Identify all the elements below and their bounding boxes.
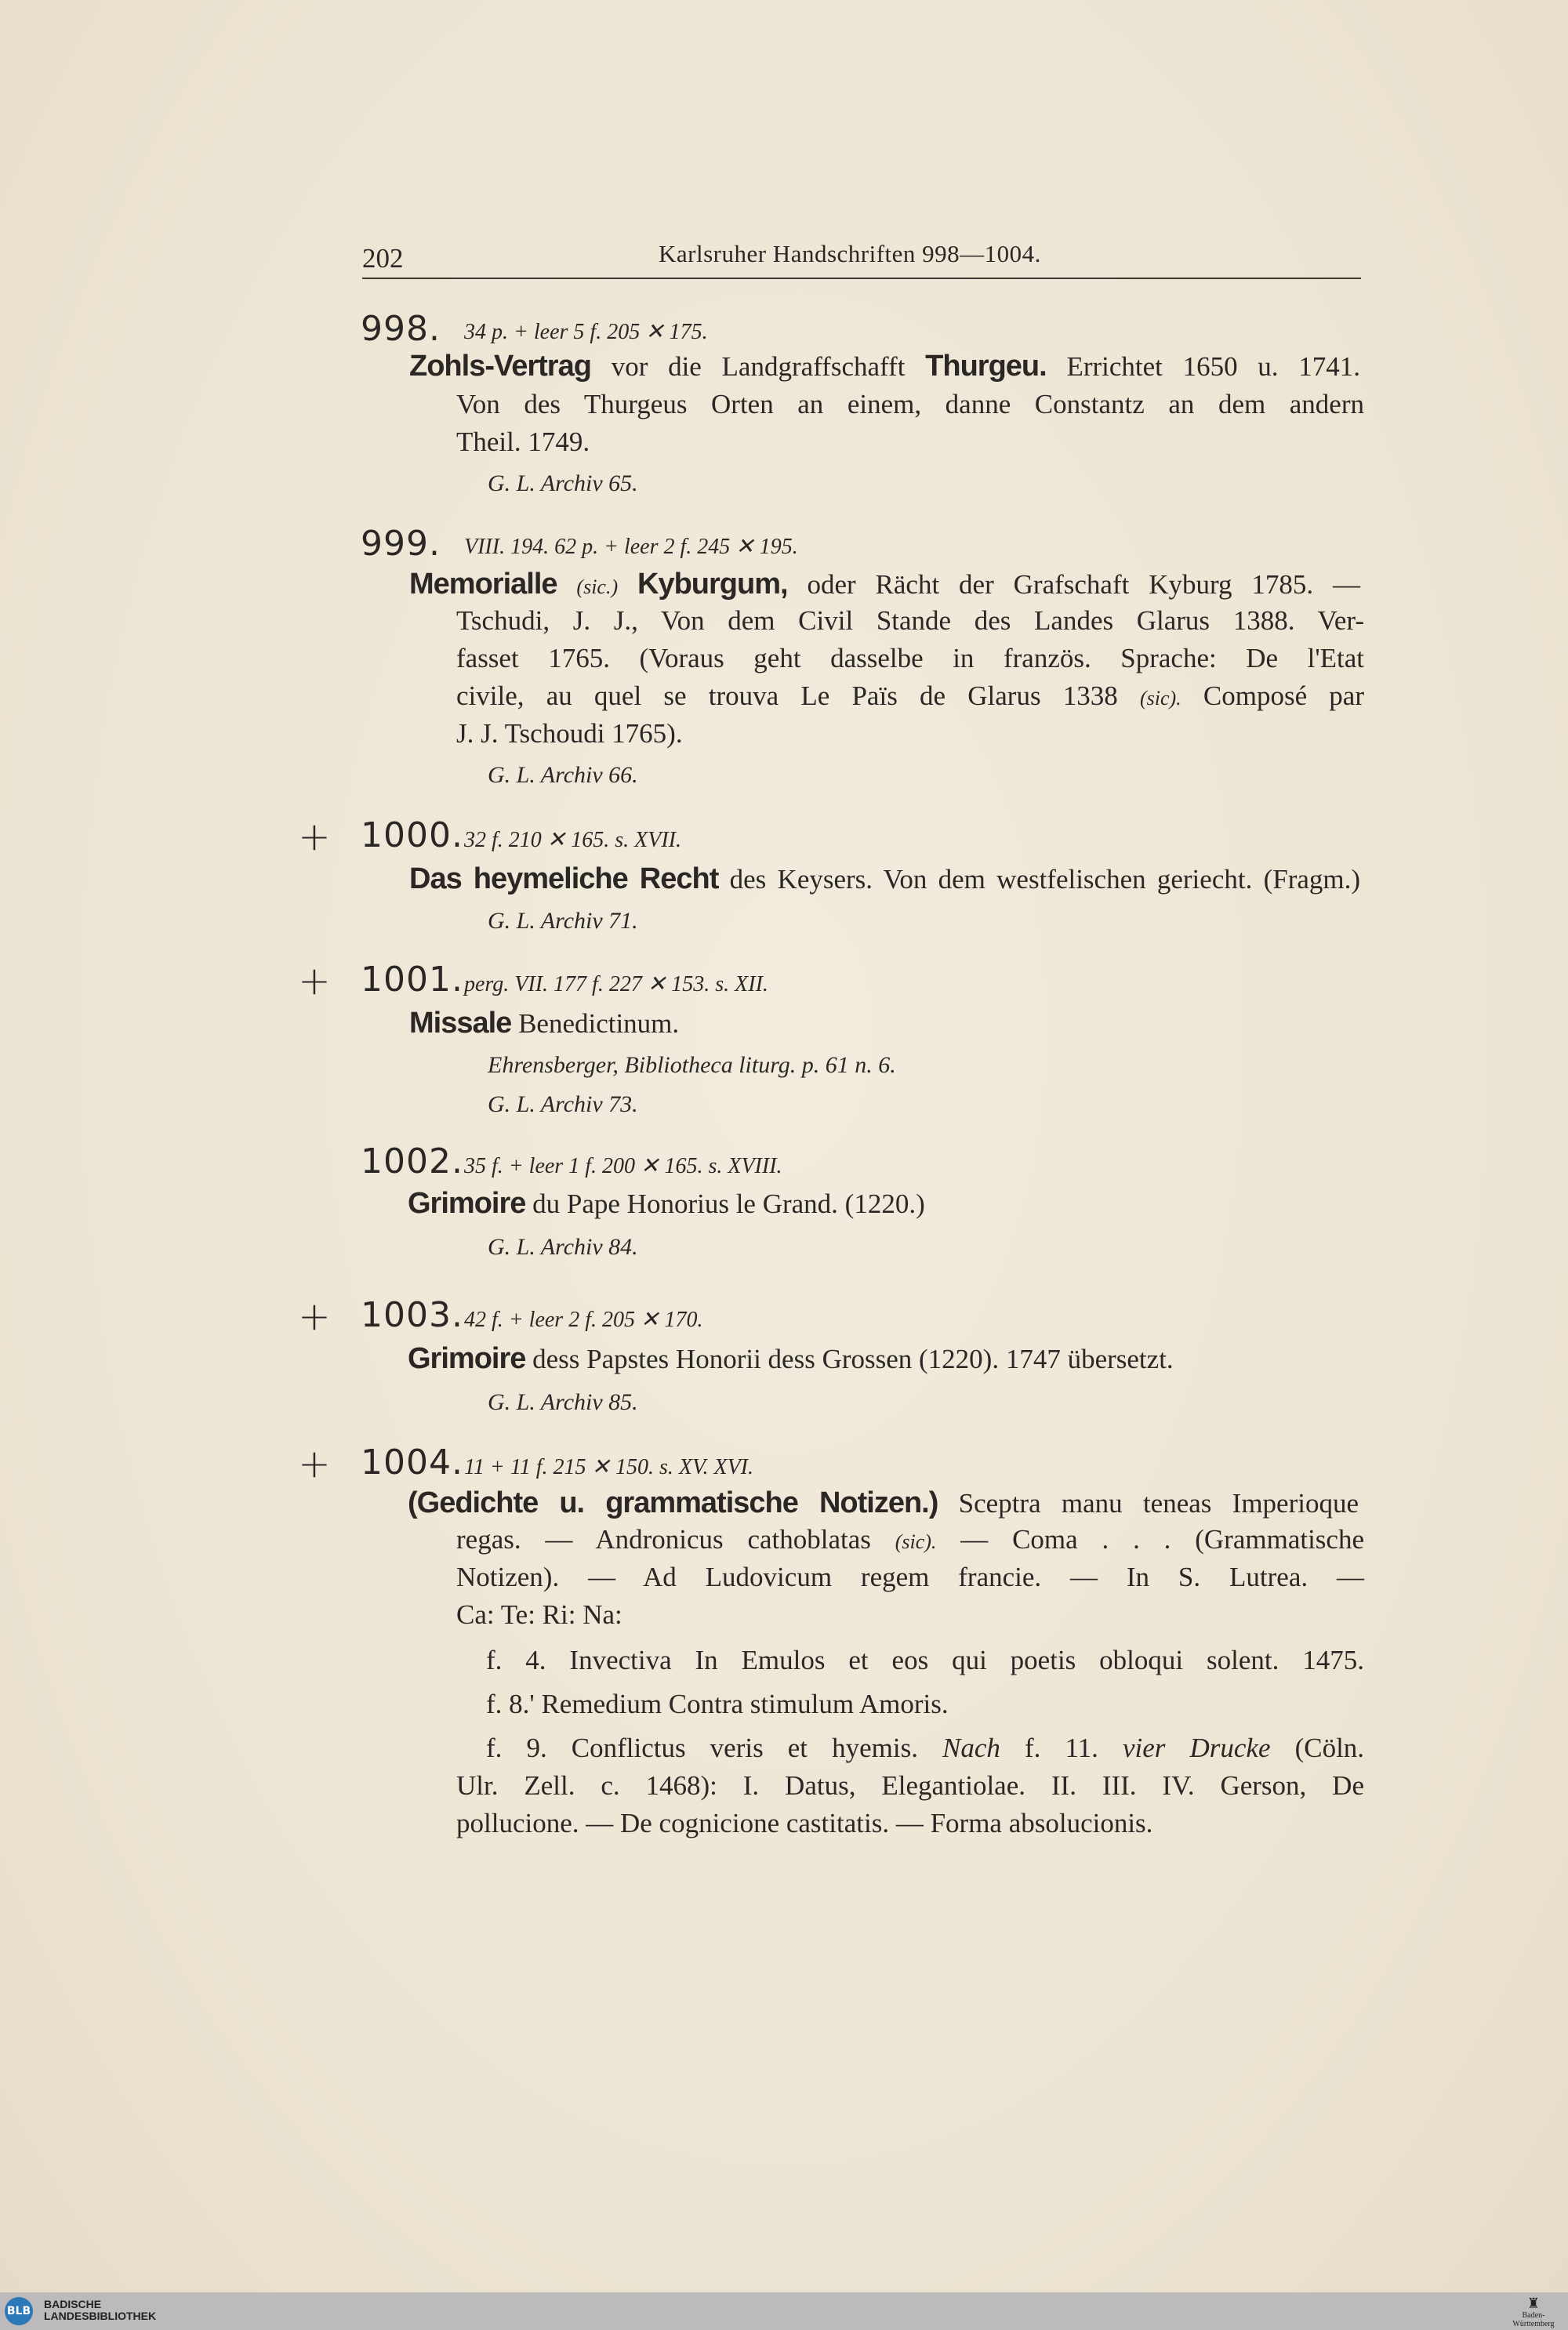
text: dess Papstes Honorii dess Grossen (1220). 1747 übersetzt.: [532, 1344, 1174, 1374]
sic-note: (sic).: [1139, 687, 1181, 710]
plus-marker: +: [298, 1441, 331, 1486]
entry-meta: VIII. 194. 62 p. + leer 2 f. 245 ✕ 195.: [464, 535, 798, 559]
plus-marker: +: [298, 1294, 331, 1339]
entry-text-line: fasset 1765. (Voraus geht dasselbe in französ. Sprache: De l'Etat: [456, 643, 1364, 673]
text: des Keysers. Von dem westfelischen geriecht. (Fragm.): [729, 864, 1361, 895]
entry-number: 1003.: [361, 1295, 463, 1335]
state-name: Baden-Württemberg: [1512, 2311, 1555, 2328]
entry-text-line: Notizen). — Ad Ludovicum regem francie. — In S. Lutrea. —: [456, 1562, 1364, 1592]
text: (Cöln.: [1294, 1733, 1365, 1763]
entry-text-line: f. 4. Invectiva In Emulos et eos qui poetis obloqui solent. 1475.: [486, 1645, 1364, 1675]
keyword: Grimoire: [408, 1342, 526, 1375]
plus-marker: +: [298, 958, 331, 1003]
entry-text-line: Tschudi, J. J., Von dem Civil Stande des Landes Glarus 1388. Ver-: [456, 605, 1364, 636]
entry-reference: G. L. Archiv 71.: [488, 908, 638, 934]
entry-number: 999.: [361, 524, 441, 564]
entry-title-line: [409, 350, 1360, 383]
library-name-line: BADISCHE: [44, 2298, 102, 2310]
entry-reference: G. L. Archiv 73.: [488, 1091, 638, 1117]
keyword: Zohls-Vertrag: [409, 350, 591, 383]
crest-icon: ♜: [1526, 2296, 1541, 2311]
sic-note: (sic).: [895, 1530, 937, 1553]
entry-text-line: [486, 1733, 1364, 1764]
entry-text-line: Theil. 1749.: [456, 426, 590, 457]
entry-title-line: [409, 568, 1360, 601]
entry-text-line: [456, 1524, 1364, 1555]
entry-number: 1002.: [361, 1141, 463, 1181]
entry-reference: G. L. Archiv 85.: [488, 1389, 638, 1415]
text: civile, au quel se trouva Le Païs de Glarus 1338: [456, 680, 1118, 711]
entry-text-line: f. 8.' Remedium Contra stimulum Amoris.: [486, 1689, 949, 1719]
entry-number: 1001.: [361, 960, 463, 1000]
entry-text-line: [456, 680, 1364, 712]
keyword: Missale: [409, 1007, 512, 1040]
entry-reference: [488, 1052, 896, 1079]
keyword: Thurgeu.: [925, 350, 1047, 383]
entry-text-line: Ulr. Zell. c. 1468): I. Datus, Elegantiolae. II. III. IV. Gerson, De: [456, 1770, 1364, 1801]
entry-text-line: Von des Thurgeus Orten an einem, danne Constantz an dem andern: [456, 389, 1364, 419]
entry-meta: 34 p. + leer 5 f. 205 ✕ 175.: [464, 320, 708, 344]
text: oder Rächt der Grafschaft Kyburg 1785. —: [807, 569, 1361, 600]
entry-title-line: [409, 862, 1360, 896]
entry-title-line: [409, 1007, 679, 1040]
entry-title-line: [408, 1486, 1359, 1520]
text: Errichtet 1650 u. 1741.: [1066, 351, 1361, 382]
entry-meta: 42 f. + leer 2 f. 205 ✕ 170.: [464, 1308, 703, 1332]
entry-reference: G. L. Archiv 66.: [488, 762, 638, 788]
text: Nach: [942, 1733, 1000, 1763]
keyword: (Gedichte u. grammatische Notizen.): [408, 1486, 938, 1519]
keyword: Memorialle: [409, 568, 557, 601]
text: regas. — Andronicus cathoblatas: [456, 1524, 871, 1555]
entry-number: 1004.: [361, 1443, 463, 1483]
keyword: Das heymeliche Recht: [409, 862, 719, 895]
page-number: 202: [362, 243, 404, 274]
entry-text-line: pollucione. — De cognicione castitatis. — Forma absolucionis.: [456, 1808, 1153, 1838]
entry-reference: G. L. Archiv 84.: [488, 1234, 638, 1260]
library-name: [44, 2299, 156, 2322]
library-name-line: LANDESBIBLIOTHEK: [44, 2310, 157, 2322]
page-header: [362, 237, 1361, 279]
text: du Pape Honorius le Grand. (1220.): [532, 1189, 925, 1219]
text: — Coma . . . (Grammatische: [960, 1524, 1364, 1555]
running-title: Karlsruher Handschriften 998—1004.: [659, 240, 1041, 267]
entry-number: 998.: [361, 309, 441, 349]
keyword: Grimoire: [408, 1187, 526, 1220]
text: Sceptra manu teneas Imperioque: [958, 1488, 1359, 1519]
entry-meta: 32 f. 210 ✕ 165. s. XVII.: [464, 828, 681, 852]
ref-author: Ehrensberger,: [488, 1052, 619, 1078]
state-logo: [1502, 2296, 1565, 2328]
entry-meta: perg. VII. 177 f. 227 ✕ 153. s. XII.: [464, 972, 768, 996]
entry-title-line: [408, 1342, 1174, 1376]
text: f. 11.: [1025, 1733, 1098, 1763]
entry-meta: 35 f. + leer 1 f. 200 ✕ 165. s. XVIII.: [464, 1154, 782, 1178]
entry-number: 1000.: [361, 815, 463, 855]
sic-note: (sic.): [576, 575, 619, 598]
footer-bar: [0, 2292, 1568, 2330]
library-logo: BLB: [5, 2297, 33, 2325]
entry-text-line: J. J. Tschoudi 1765).: [456, 718, 683, 749]
plus-marker: +: [298, 814, 331, 859]
ref-title: Bibliotheca liturg. p. 61 n. 6.: [624, 1052, 896, 1078]
text: vor die Landgraffschafft: [611, 351, 906, 382]
entry-meta: 11 + 11 f. 215 ✕ 150. s. XV. XVI.: [464, 1455, 754, 1479]
entry-reference: G. L. Archiv 65.: [488, 470, 638, 496]
entry-title-line: [408, 1187, 925, 1221]
text: Composé par: [1203, 680, 1364, 711]
text: Benedictinum.: [518, 1008, 680, 1039]
keyword: Kyburgum,: [637, 568, 788, 601]
text: vier Drucke: [1123, 1733, 1271, 1763]
entry-text-line: Ca: Te: Ri: Na:: [456, 1599, 622, 1630]
text: f. 9. Conflictus veris et hyemis.: [486, 1733, 918, 1763]
